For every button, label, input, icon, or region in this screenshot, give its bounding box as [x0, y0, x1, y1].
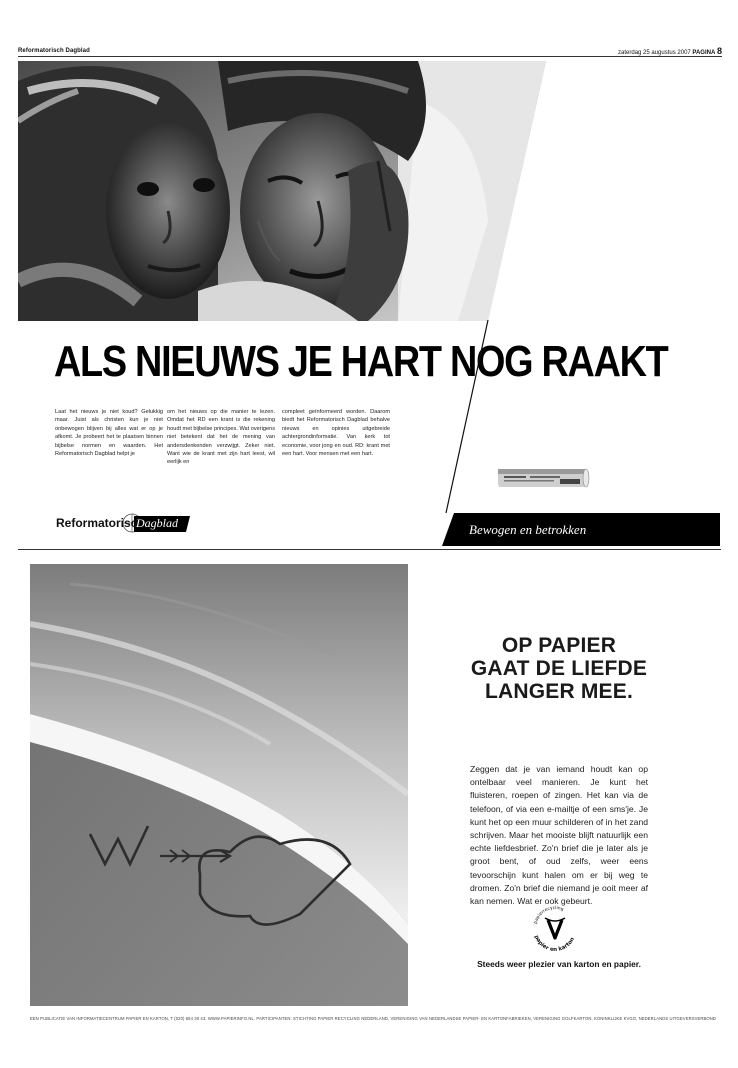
paper-ad-title	[446, 634, 672, 703]
page-number: 8	[716, 46, 722, 56]
paper-ad-body: Zeggen dat je van iemand houdt kan op ontelbaar veel manieren. Je kunt het fluisteren, roepen of zingen. Het kan via de telefoon, of via een e-mailtje of een sms'je. Je kunt het op een muur schilderen of in het zand schrijven. Maar het mooiste blijft natuurlijk een echte liefdesbrief. Zo'n brief die je later als je groot bent, of oud zelfs, weer eens tevoorschijn kunt halen om er bij weg te dromen. Zo'n brief die niemand je ooit meer af kan nemen. Wat er ook gebeurt.	[470, 764, 648, 907]
papier-karton-logo	[528, 902, 582, 954]
news-photo-women	[18, 61, 546, 321]
rolled-newspaper-image	[494, 466, 590, 490]
slant-divider	[440, 320, 500, 520]
rd-logo-word-2: Dagblad	[136, 516, 178, 530]
section-divider	[18, 549, 721, 550]
rd-logo-word-1: Reformatorisch	[56, 516, 145, 530]
paper-ad-tagline: Steeds weer plezier van karton en papier.	[477, 959, 641, 969]
logo-arc-text-top: papierrecycling	[533, 905, 565, 925]
rd-logo	[56, 512, 190, 534]
rd-body-column-2: om het nieuws op die manier te lezen. Omdat het RD een krant is die rekening houdt met bijbelse principes. Wat overigens niet betekent dat het de mening van andersdenkenden verzwijgt. Zeker niet. Want wie de krant met zijn hart leest, wil eerlijk en	[167, 409, 275, 466]
paper-ad-title-line-1: OP PAPIER	[501, 634, 617, 657]
paper-ad-title-line-3: LANGER MEE.	[484, 680, 634, 703]
logo-arc-text-bottom: papier en karton	[532, 934, 577, 954]
header-divider	[18, 56, 722, 57]
paper-ad-title-line-2: GAAT DE LIEFDE	[470, 657, 648, 680]
rd-body-column-1: Laat het nieuws je niet koud? Gelukkig maar. Juist als christen kun je niet onbewogen blijven bij alles wat er op je afkomt. Je probeert het te plaatsen binnen bijbelse normen en waarden. Het Reformatorisch Dagblad helpt je	[55, 409, 163, 458]
page-label: PAGINA	[692, 50, 716, 56]
paper-ad-footer: EEN PUBLICATIE VAN INFORMATIECENTRUM PAPIER EN KARTON, T (020) 654 30 43. WWW.PAPIERINFO.NL. PARTICIPANTEN: STICHTING PAPIER RECYCLING NEDERLAND, VERENIGING VAN NEDERLANDSE PAPIER- EN KARTONFABRIEKEN, VERENIGING GOLFKARTON, KONINKLIJKE KVGO, NEDERLANDS UITGEVERSVERBOND	[30, 1016, 717, 1021]
rd-headline: ALS NIEUWS JE HART NOG RAAKT	[54, 337, 668, 386]
page-header-right	[618, 46, 722, 56]
beach-heart-photo	[30, 564, 408, 1006]
rd-body-column-3: compleet geïnformeerd worden. Daarom biedt het Reformatorisch Dagblad behalve nieuws en opinies uitgebreide achtergrondinformatie. Van kerk tot economie, voor jong en oud. RD: krant met een hart. Voor mensen met een hart.	[282, 409, 390, 458]
issue-date: zaterdag 25 augustus 2007	[618, 50, 691, 56]
slogan-text: Bewogen en betrokken	[469, 522, 587, 537]
publication-name: Reformatorisch Dagblad	[18, 48, 90, 54]
